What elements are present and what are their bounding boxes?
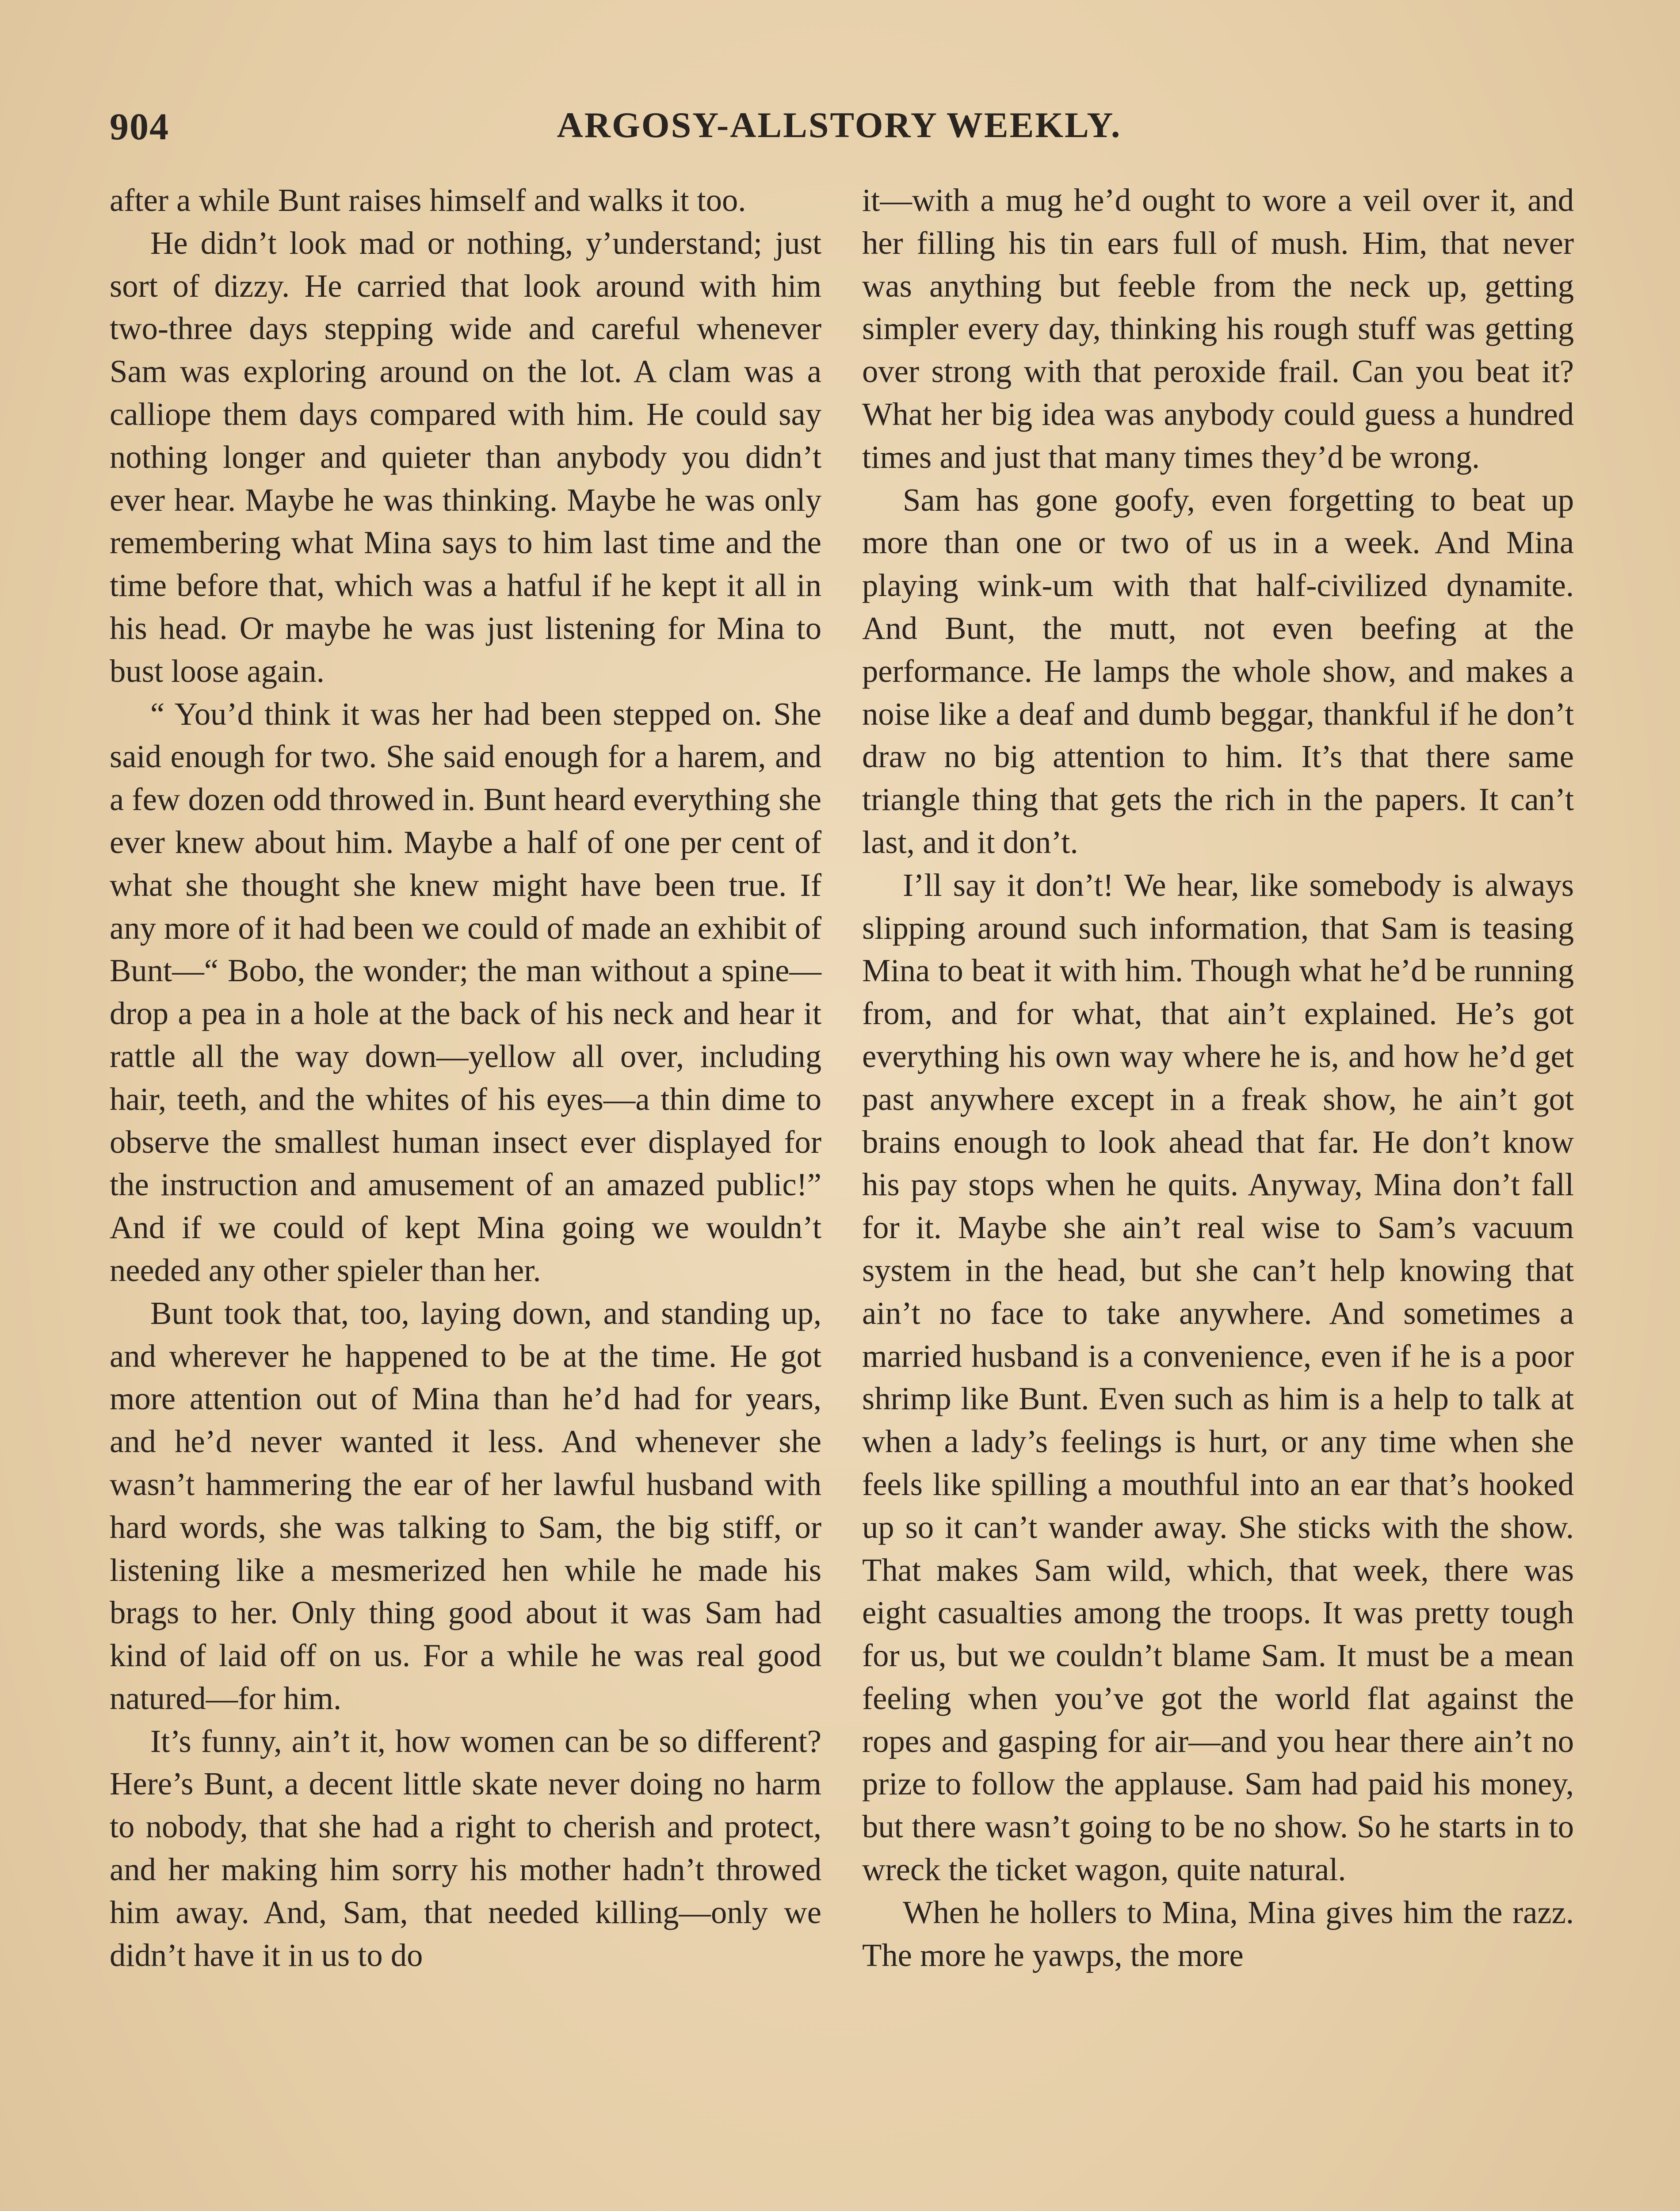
paragraph: When he hollers to Mina, Mina gives him the razz. The more he yawps, the more [862,1894,1574,1973]
paragraph: “ You’d think it was her had been stepped on. She said enough for two. She said enough for a harem, and a few dozen odd throwed in. Bunt heard everything she ever knew about him. Maybe a half of one per cent of what she thought she knew might have been true. If any more of it had been we could of made an exhibit of Bunt—“ Bobo, the wonder; the man without a spine—drop a pea in a hole at the back of his neck and hear it rattle all the way down—yellow all over, including hair, teeth, and the whites of his eyes—a thin dime to observe the smallest human insect ever displayed for the instruction and amusement of an amazed public!” And if we could of kept Mina going we wouldn’t needed any other spieler than her. [110,696,821,1288]
running-head: ARGOSY-ALLSTORY WEEKLY. [557,105,1122,145]
paragraph: I’ll say it don’t! We hear, like somebody is always slipping around such information, that Sam is teasing Mina to beat it with him. Though what he’d be running from, and for what, that ain’t explained. He’s got everything his own way where he is, and how he’d get past anywhere except in a freak show, he ain’t got brains enough to look ahead that far. He don’t know his pay stops when he quits. Anyway, Mina don’t fall for it. Maybe she ain’t real wise to Sam’s vacuum system in the head, but she can’t help knowing that ain’t no face to take anywhere. And sometimes a married husband is a convenience, even if he is a poor shrimp like Bunt. Even such as him is a help to talk at when a lady’s feelings is hurt, or any time when she feels like spilling a mouthful into an ear that’s hooked up so it can’t wander away. She sticks with the show. That makes Sam wild, which, that week, there was eight casualties among the troops. It was pretty tough for us, but we couldn’t blame Sam. It must be a mean feeling when you’ve got the world flat against the ropes and gasping for air—and you hear there ain’t no prize to follow the applause. Sam had paid his money, but there wasn’t going to be no show. So he starts in to wreck the ticket wagon, quite natural. [862,867,1574,1888]
page-number: 904 [110,105,169,148]
paragraph: He didn’t look mad or nothing, y’understand; just sort of dizzy. He carried that look around with him two-three days stepping wide and careful whenever Sam was exploring around on the lot. A clam was a calliope them days compared with him. He could say nothing longer and quieter than anybody you didn’t ever hear. Maybe he was thinking. Maybe he was only remembering what Mina says to him last time and the time before that, which was a hatful if he kept it all in his head. Or maybe he was just listening for Mina to bust loose again. [110,225,821,689]
paragraph: it—with a mug he’d ought to wore a veil over it, and her filling his tin ears full of mush. Him, that never was anything but feeble from the neck up, getting simpler every day, thinking his rough stuff was getting over strong with that peroxide frail. Can you beat it? What her big idea was anybody could guess a hundred times and just that many times they’d be wrong. [862,182,1574,475]
right-column [862,179,1574,1977]
paragraph: Sam has gone goofy, even forgetting to beat up more than one or two of us in a week. And Mina playing wink-um with that half-civilized dynamite. And Bunt, the mutt, not even beefing at the performance. He lamps the whole show, and makes a noise like a deaf and dumb beggar, thankful if he don’t draw no big attention to him. It’s that there same triangle thing that gets the rich in the papers. It can’t last, and it don’t. [862,482,1574,860]
paragraph: after a while Bunt raises himself and walks it too. [110,182,746,218]
left-column [110,179,821,1977]
paragraph: It’s funny, ain’t it, how women can be so different? Here’s Bunt, a decent little skate never doing no harm to nobody, that she had a right to cherish and protect, and her making him sorry his mother hadn’t throwed him away. And, Sam, that needed killing—only we didn’t have it in us to do [110,1723,821,1973]
paragraph: Bunt took that, too, laying down, and standing up, and wherever he happened to be at the time. He got more attention out of Mina than he’d had for years, and he’d never wanted it less. And whenever she wasn’t hammering the ear of her lawful husband with hard words, she was talking to Sam, the big stiff, or listening like a mesmerized hen while he made his brags to her. Only thing good about it was Sam had kind of laid off on us. For a while he was real good natured—for him. [110,1295,821,1716]
page-header [110,104,1569,153]
